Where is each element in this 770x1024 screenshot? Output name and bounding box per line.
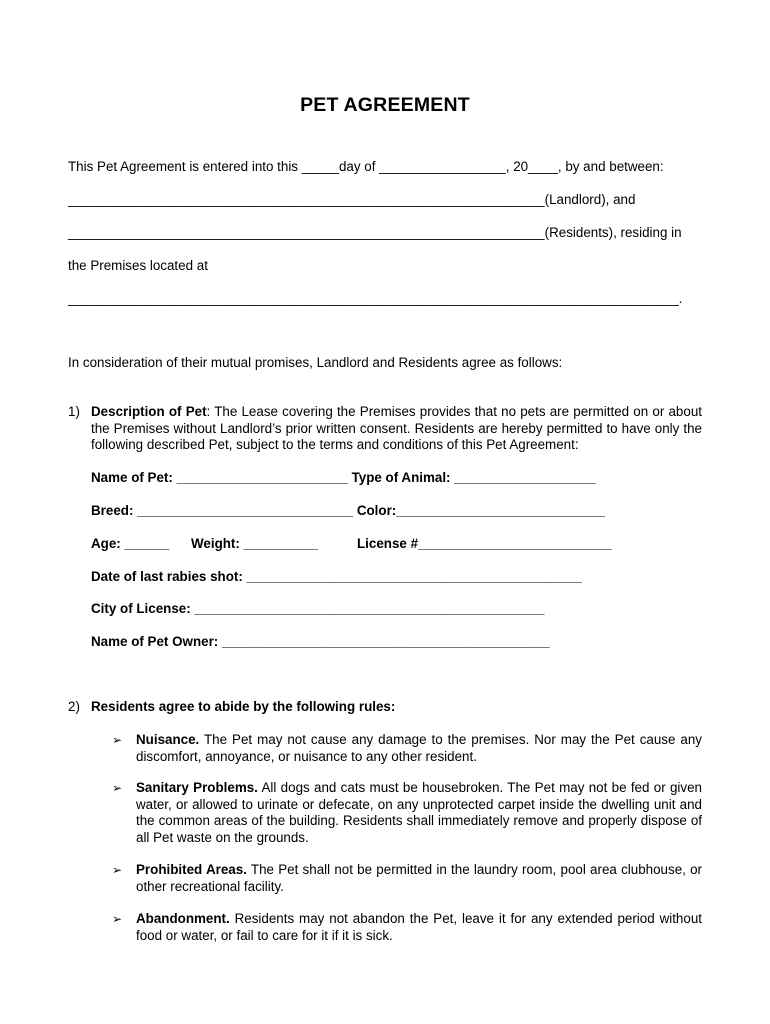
rule-text: The Pet may not cause any damage to the premises. Nor may the Pet cause any discomfort, annoyance, or nuisance to any other resident. [136, 732, 702, 764]
rule-text: All dogs and cats must be housebroken. The Pet may not be fed or given water, or allowed to urinate or defecate, on any unprotected carpet inside the dwelling unit and the common areas of the building. Residents shall immediately remove and properly dispose of all Pet waste on the grounds. [136, 780, 702, 845]
premises-label: the Premises located at [68, 258, 208, 273]
field-city-license: City of License: _______________________________________________ [91, 601, 545, 616]
field-license: License #__________________________ [357, 536, 612, 551]
field-rabies: Date of last rabies shot: _____________________________________________ [91, 569, 582, 584]
premises-line: __________________________________________________________________________________. [68, 291, 683, 306]
rule-heading: Nuisance. [136, 732, 200, 747]
section-1-text: : The Lease covering the Premises provides that no pets are permitted on or about the Premises without Landlord’s prior written consent. Residents are hereby permitted to have only the following described Pet, subject to the terms and conditions of this Pet Agreement: [91, 404, 702, 453]
page-title: PET AGREEMENT [300, 94, 470, 116]
consideration-text: In consideration of their mutual promises, Landlord and Residents agree as follows: [68, 355, 563, 370]
rule-abandonment [136, 911, 702, 944]
section-2-heading: Residents agree to abide by the following rules: [91, 699, 396, 714]
rule-sanitary-problems [136, 780, 702, 846]
landlord-line: ________________________________________________________________(Landlord), and [68, 192, 636, 207]
field-breed: Breed: _____________________________ Color:____________________________ [91, 503, 605, 518]
section-1-number: 1) [68, 404, 80, 419]
field-age: Age: ______ [91, 536, 170, 551]
arrow-bullet-icon: ➢ [112, 863, 123, 877]
arrow-bullet-icon: ➢ [112, 912, 123, 926]
intro-line: This Pet Agreement is entered into this _____day of _________________, 20____, by and between: [68, 159, 664, 174]
field-pet-owner: Name of Pet Owner: ____________________________________________ [91, 634, 550, 649]
arrow-bullet-icon: ➢ [112, 733, 123, 747]
rule-heading: Sanitary Problems. [136, 780, 258, 795]
rule-nuisance [136, 732, 702, 765]
rule-heading: Abandonment. [136, 911, 230, 926]
residents-line: ________________________________________________________________(Residents), residing in [68, 225, 682, 240]
section-1-heading: Description of Pet [91, 404, 207, 419]
arrow-bullet-icon: ➢ [112, 781, 123, 795]
field-name-of-pet: Name of Pet: _______________________ Type of Animal: ___________________ [91, 470, 596, 485]
rule-heading: Prohibited Areas. [136, 862, 247, 877]
field-weight: Weight: __________ [191, 536, 319, 551]
rule-text: Residents may not abandon the Pet, leave it for any extended period without food or water, or fail to care for it if it is sick. [136, 911, 702, 943]
section-2-number: 2) [68, 699, 80, 714]
rule-text: The Pet shall not be permitted in the laundry room, pool area clubhouse, or other recreational facility. [136, 862, 703, 894]
section-1-paragraph [91, 404, 702, 454]
rule-prohibited-areas [136, 862, 702, 895]
